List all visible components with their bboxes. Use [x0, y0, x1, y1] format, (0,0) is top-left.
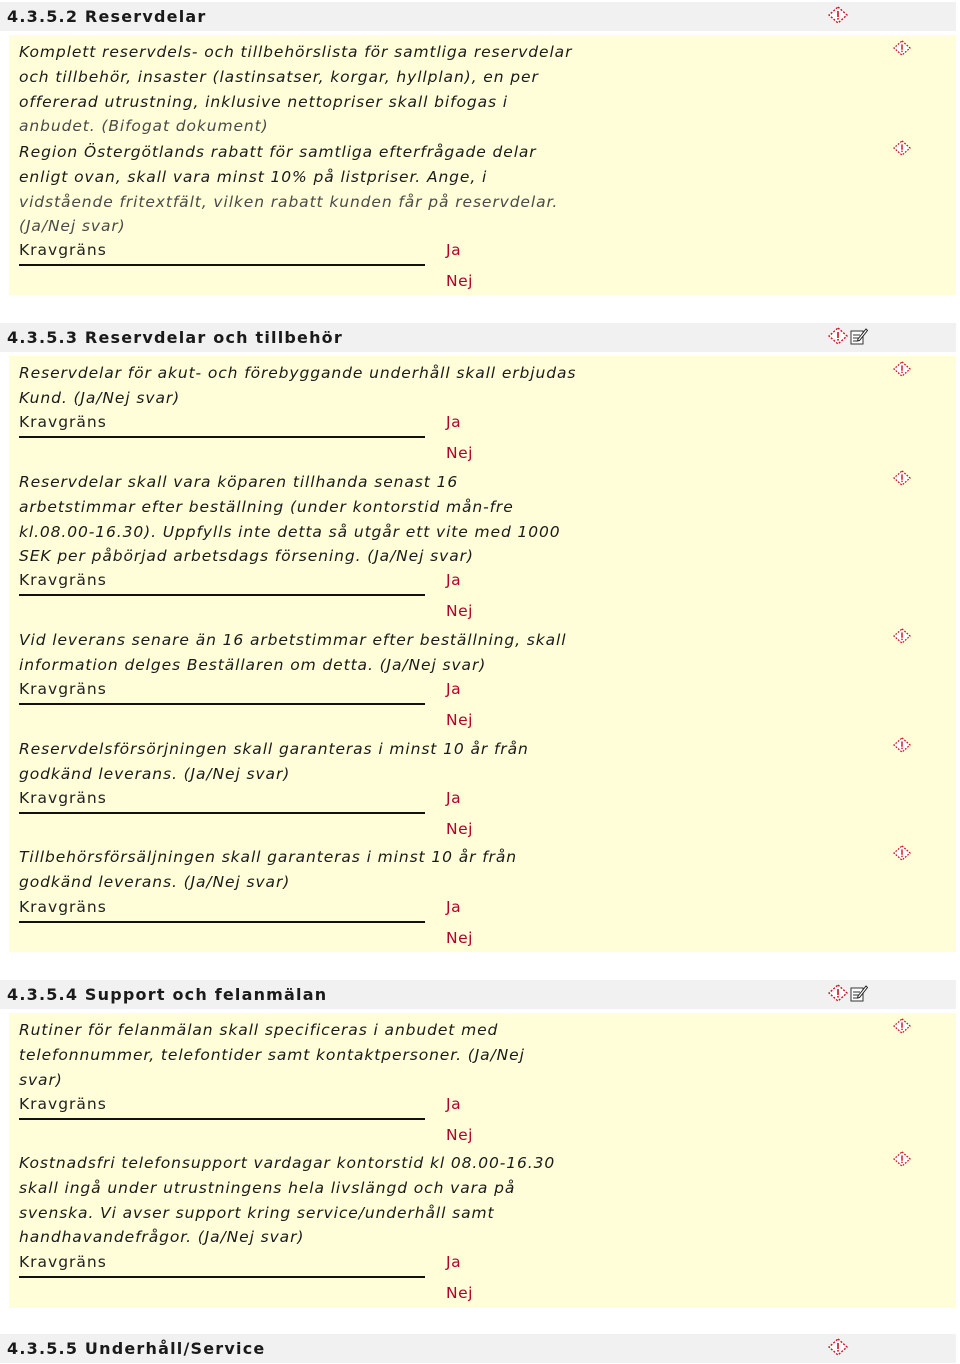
option-ja[interactable]: Ja — [446, 1095, 462, 1113]
requirement-line: Rutiner för felanmälan skall specificeras i anbudet med — [19, 1021, 499, 1039]
option-ja[interactable]: Ja — [446, 789, 462, 807]
section-header — [0, 323, 956, 352]
requirement-line: offererad utrustning, inklusive nettopriser skall bifogas i — [19, 92, 508, 111]
option-ja[interactable]: Ja — [446, 571, 462, 589]
option-nej[interactable]: Nej — [446, 820, 473, 838]
warning-icon[interactable] — [893, 1151, 911, 1167]
warning-icon[interactable] — [893, 1018, 911, 1034]
requirement-line: telefonnummer, telefontider samt kontaktpersoner. (Ja/Nej — [19, 1045, 525, 1064]
requirement-text — [19, 1018, 579, 1092]
requirement-text — [19, 1151, 579, 1250]
warning-icon[interactable] — [828, 1338, 848, 1356]
warning-icon[interactable] — [893, 737, 911, 753]
requirement-line: godkänd leverans. (Ja/Nej svar) — [19, 764, 291, 783]
option-nej[interactable]: Nej — [446, 272, 473, 290]
requirement-line: vidstående fritextfält, vilken rabatt kunden får på reservdelar. — [19, 192, 559, 211]
requirement-line: svar) — [19, 1070, 63, 1089]
kravgrans-line — [19, 921, 425, 923]
option-ja[interactable]: Ja — [446, 241, 462, 259]
option-nej[interactable]: Nej — [446, 929, 473, 947]
requirement-line: godkänd leverans. (Ja/Nej svar) — [19, 872, 291, 891]
warning-icon[interactable] — [893, 361, 911, 377]
requirement-line: enligt ovan, skall vara minst 10% på listpriser. Ange, i — [19, 167, 488, 186]
requirement-text — [19, 845, 579, 895]
requirement-line: Reservdelsförsörjningen skall garanteras i minst 10 år från — [19, 740, 529, 758]
edit-icon[interactable] — [850, 984, 868, 1002]
requirement-line: information delges Beställaren om detta. (Ja/Nej svar) — [19, 655, 487, 674]
warning-icon[interactable] — [893, 470, 911, 486]
requirement-line: Kund. (Ja/Nej svar) — [19, 388, 181, 407]
option-nej[interactable]: Nej — [446, 1126, 473, 1144]
requirement-text — [19, 361, 579, 411]
section-title: 4.3.5.5 Underhåll/Service — [7, 1339, 266, 1358]
kravgrans-label: Kravgräns — [19, 789, 107, 807]
option-ja[interactable]: Ja — [446, 413, 462, 431]
requirement-line: Kostnadsfri telefonsupport vardagar kontorstid kl 08.00-16.30 — [19, 1154, 556, 1172]
requirement-text — [19, 40, 579, 139]
requirement-line: Reservdelar för akut- och förebyggande underhåll skall erbjudas — [19, 364, 577, 382]
requirement-line: Tillbehörsförsäljningen skall garanteras i minst 10 år från — [19, 848, 517, 866]
section-title: 4.3.5.4 Support och felanmälan — [7, 985, 328, 1004]
warning-icon[interactable] — [893, 140, 911, 156]
requirement-line: SEK per påbörjad arbetsdags försening. (Ja/Nej svar) — [19, 547, 474, 566]
requirement-line: kl.08.00-16.30). Uppfylls inte detta så utgår ett vite med 1000 — [19, 522, 561, 541]
kravgrans-label: Kravgräns — [19, 241, 107, 259]
kravgrans-label: Kravgräns — [19, 1095, 107, 1113]
kravgrans-line — [19, 264, 425, 266]
kravgrans-line — [19, 436, 425, 438]
warning-icon[interactable] — [893, 845, 911, 861]
section-title: 4.3.5.3 Reservdelar och tillbehör — [7, 328, 343, 347]
warning-icon[interactable] — [893, 628, 911, 644]
warning-icon[interactable] — [828, 984, 848, 1002]
option-ja[interactable]: Ja — [446, 898, 462, 916]
requirement-line: (Ja/Nej svar) — [19, 217, 126, 236]
requirement-line: och tillbehör, insaster (lastinsatser, korgar, hyllplan), en per — [19, 67, 539, 86]
edit-icon[interactable] — [850, 327, 868, 345]
requirement-line: Reservdelar skall vara köparen tillhanda senast 16 — [19, 473, 459, 491]
option-nej[interactable]: Nej — [446, 711, 473, 729]
requirement-line: Vid leverans senare än 16 arbetstimmar efter beställning, skall — [19, 631, 567, 649]
option-ja[interactable]: Ja — [446, 680, 462, 698]
kravgrans-label: Kravgräns — [19, 571, 107, 589]
requirement-line: svenska. Vi avser support kring service/underhåll samt — [19, 1203, 495, 1222]
kravgrans-label: Kravgräns — [19, 413, 107, 431]
requirement-line: anbudet. (Bifogat dokument) — [19, 117, 269, 136]
option-nej[interactable]: Nej — [446, 1284, 473, 1302]
requirement-text — [19, 737, 579, 787]
requirement-text — [19, 140, 579, 239]
requirement-line: skall ingå under utrustningens hela livslängd och vara på — [19, 1178, 516, 1197]
requirement-line: handhavandefrågor. (Ja/Nej svar) — [19, 1228, 305, 1247]
requirement-text — [19, 628, 579, 678]
warning-icon[interactable] — [828, 6, 848, 24]
option-nej[interactable]: Nej — [446, 444, 473, 462]
section-header — [0, 980, 956, 1009]
section-title: 4.3.5.2 Reservdelar — [7, 7, 207, 26]
requirement-line: Komplett reservdels- och tillbehörslista för samtliga reservdelar — [19, 43, 573, 61]
kravgrans-line — [19, 594, 425, 596]
kravgrans-label: Kravgräns — [19, 680, 107, 698]
kravgrans-line — [19, 1118, 425, 1120]
section-header — [0, 1334, 956, 1363]
kravgrans-label: Kravgräns — [19, 1253, 107, 1271]
kravgrans-line — [19, 703, 425, 705]
warning-icon[interactable] — [893, 40, 911, 56]
option-ja[interactable]: Ja — [446, 1253, 462, 1271]
kravgrans-line — [19, 1276, 425, 1278]
kravgrans-line — [19, 812, 425, 814]
option-nej[interactable]: Nej — [446, 602, 473, 620]
requirement-text — [19, 470, 579, 569]
warning-icon[interactable] — [828, 327, 848, 345]
kravgrans-label: Kravgräns — [19, 898, 107, 916]
section-header — [0, 2, 956, 31]
requirement-line: Region Östergötlands rabatt för samtliga efterfrågade delar — [19, 143, 537, 161]
requirement-line: arbetstimmar efter beställning (under kontorstid mån-fre — [19, 497, 514, 516]
